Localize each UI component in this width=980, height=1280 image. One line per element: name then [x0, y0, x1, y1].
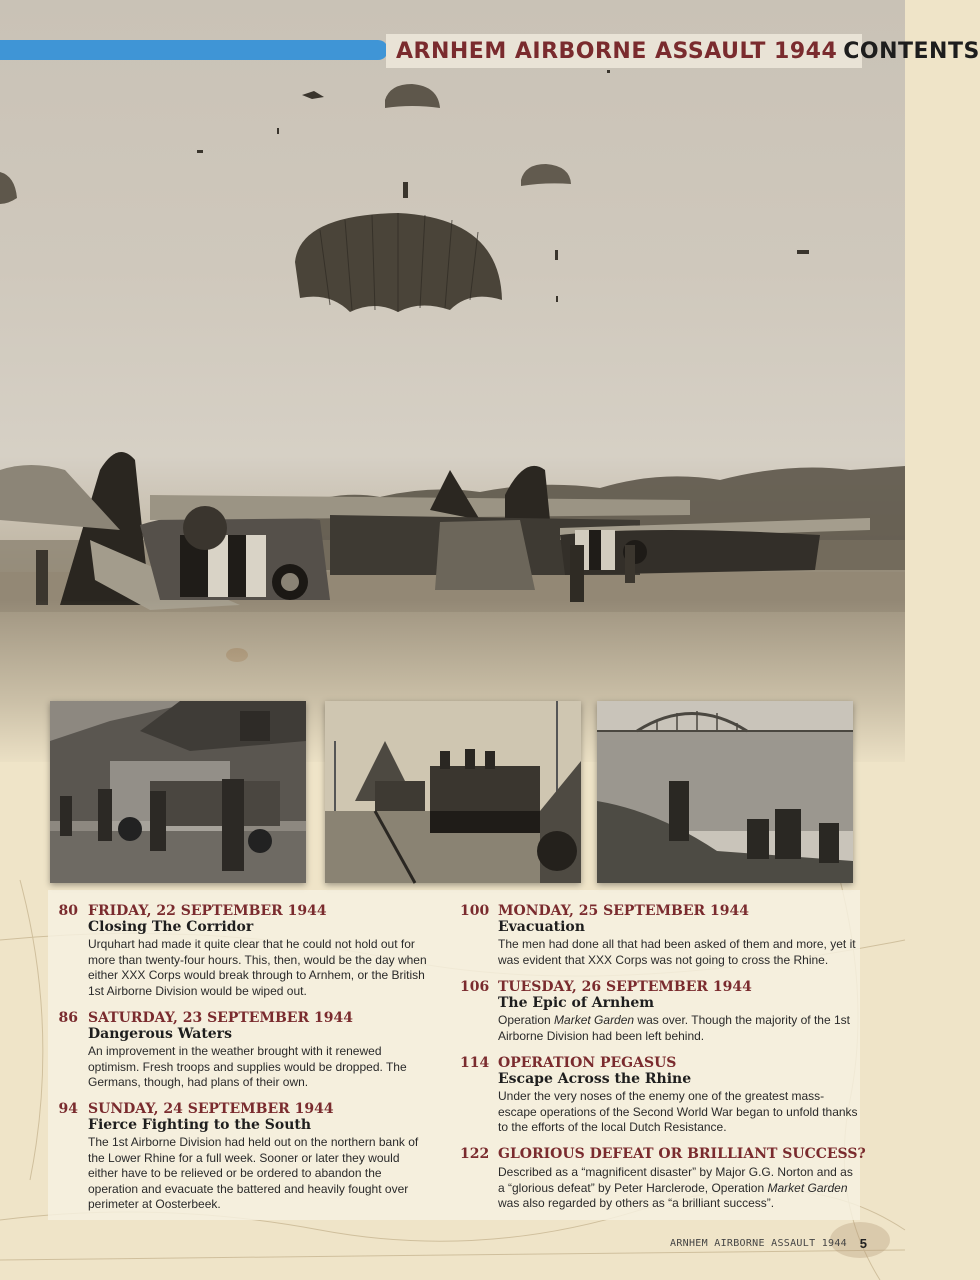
entry-page-number: 86 [58, 1010, 78, 1026]
entry-date: SUNDAY, 24 SEPTEMBER 1944 [88, 1101, 334, 1117]
entry-date: TUESDAY, 26 SEPTEMBER 1944 [498, 979, 752, 995]
entry-page-number: 80 [58, 903, 78, 919]
entry-date: MONDAY, 25 SEPTEMBER 1944 [498, 903, 749, 919]
description-emphasis: Market Garden [767, 1180, 848, 1195]
header-stripe [0, 40, 388, 60]
bridge-vehicles-illustration [325, 701, 581, 883]
entry-date: SATURDAY, 23 SEPTEMBER 1944 [88, 1010, 353, 1026]
entry-description: An improvement in the weather brought with it renewed optimism. Fresh troops and supplies would be dropped. The Germans, though, had plans of their own. [88, 1044, 407, 1089]
publication-title: ARNHEM AIRBORNE ASSAULT 1944 [396, 38, 838, 64]
header-bar [386, 34, 980, 68]
river-bank-photo [597, 701, 853, 883]
section-title: CONTENTS [843, 38, 980, 64]
page-number: 5 [859, 1236, 867, 1251]
entry-description: Urquhart had made it quite clear that he could not hold out for more than twenty-four hours. This, then, would be the day when either XXX Corps would break through to Arnhem, or the British 1st Airborne Division would be wiped out. [88, 937, 427, 998]
entry-date: GLORIOUS DEFEAT OR BRILLIANT SUCCESS? [498, 1146, 866, 1162]
entry-title: Fierce Fighting to the South [88, 1117, 312, 1133]
entry-date: FRIDAY, 22 SEPTEMBER 1944 [88, 903, 327, 919]
entry-description: The men had done all that had been asked of them and more, yet it was evident that XXX Corps was not going to cross the Rhine. [498, 937, 856, 967]
entry-description: The 1st Airborne Division had held out on the northern bank of the Lower Rhine for a full week. Sooner or later they would either have to be relieved or be ordered to abandon the operation and evacuate the battered and heavily fought over perimeter at Oosterbeek. [88, 1135, 419, 1211]
entry-page-number: 114 [460, 1055, 490, 1071]
description-emphasis: Market Garden [554, 1013, 635, 1027]
entry-title: The Epic of Arnhem [498, 995, 655, 1011]
entry-description [498, 1165, 858, 1212]
entry-date: OPERATION PEGASUS [498, 1055, 677, 1071]
entry-page-number: 106 [460, 979, 490, 995]
entry-description: Under the very noses of the enemy one of the greatest mass-escape operations of the Second World War began to unfold thanks to the efforts of the local Dutch Resistance. [498, 1089, 858, 1134]
footer-publication: ARNHEM AIRBORNE ASSAULT 1944 [670, 1238, 847, 1249]
entry-description [498, 1013, 858, 1044]
entry-page-number: 100 [460, 903, 490, 919]
river-bank-illustration [597, 701, 853, 883]
description-text: was also regarded by others as “a brilliant success”. [498, 1196, 775, 1210]
description-text: Operation [498, 1013, 555, 1027]
entry-title: Escape Across the Rhine [498, 1071, 692, 1087]
street-fighting-photo [50, 701, 306, 883]
entry-title: Evacuation [498, 919, 585, 935]
description-text: was over. Though the majority of the 1st Airborne Division had been left behind. [498, 1013, 850, 1043]
entry-title: Closing The Corridor [88, 919, 254, 935]
bridge-vehicles-photo [325, 701, 581, 883]
street-fighting-illustration [50, 701, 306, 883]
description-text: Described as a “magnificent disaster” by Major G.G. Norton and as a “glorious defeat” by Peter Harclerode, Operation [498, 1165, 853, 1195]
entry-page-number: 122 [460, 1146, 490, 1162]
entry-page-number: 94 [58, 1101, 78, 1117]
entry-title: Dangerous Waters [88, 1026, 232, 1042]
header-title [396, 39, 980, 64]
